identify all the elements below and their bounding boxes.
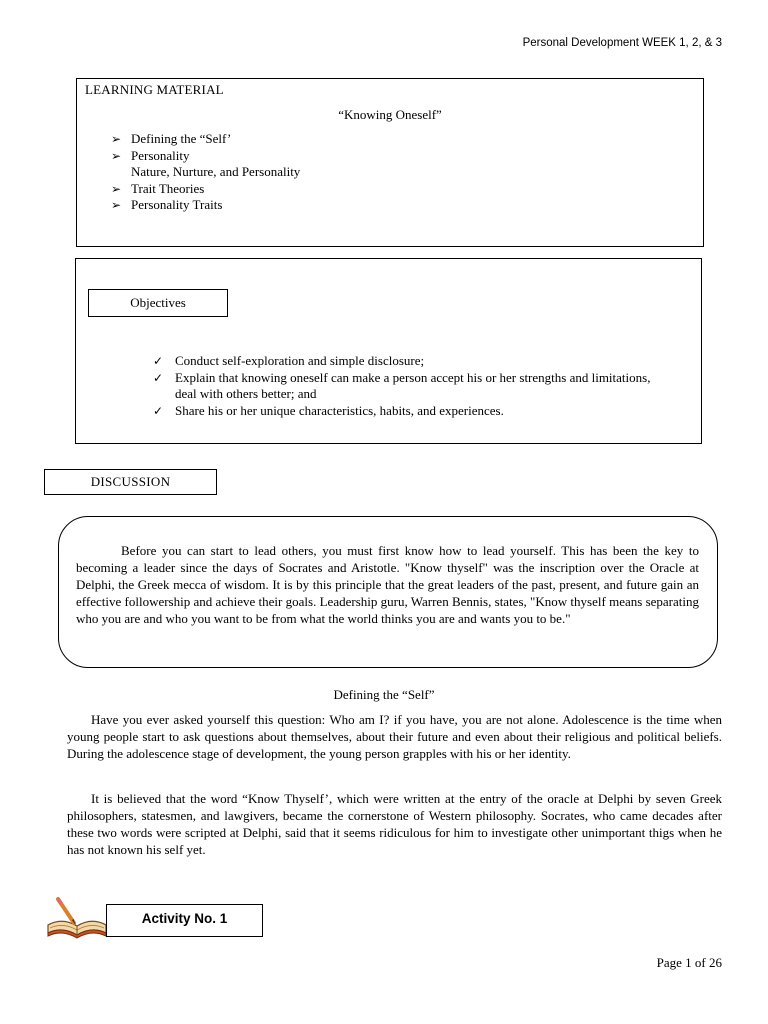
body-paragraph: It is believed that the word “Know Thyself’, which were written at the entry of the oracle at Delphi by seven Greek philosophers, statesmen, and lawgivers, became the cornerstone of Western philosophy. Socrates, who came decades after these two words were scripted at Delphi, said that it seems ridiculous for him to investigate other unimportant thigs when he has not known his self yet. bbox=[67, 791, 722, 857]
intro-callout-box bbox=[58, 516, 718, 668]
body-paragraph: Have you ever asked yourself this question: Who am I? if you have, you are not alone. Adolescence is the time when young people start to ask questions about themselves, about their future and even about their religious and political beliefs. During the adolescence stage of development, the young person grapples with his or her identity. bbox=[67, 712, 722, 761]
header-doc-title: Personal Development WEEK 1, 2, & 3 bbox=[522, 37, 722, 49]
checkmark-icon: ✓ bbox=[153, 370, 164, 385]
book-pencil-icon bbox=[46, 895, 108, 939]
lesson-title: “Knowing Oneself” bbox=[338, 107, 442, 122]
topic-item: ➢ Personality bbox=[111, 147, 190, 163]
discussion-label: DISCUSSION bbox=[44, 469, 217, 495]
objective-item: ✓ Share his or her unique characteristics, habits, and experiences. bbox=[153, 402, 504, 418]
intro-paragraph: Before you can start to lead others, you must first know how to lead yourself. This has been the key to becoming a leader since the days of Socrates and Aristotle. "Know thyself" was the inscription over the Oracle at Delphi, the Greek mecca of wisdom. It is by this principle that the great leaders of the past, present, and future gain an effective followership and achieve their goals. Leadership guru, Warren Bennis, states, "Know thyself means separating who you are and who you want to be from what the world thinks you are and wants you to be." bbox=[76, 543, 699, 626]
topic-item: ➢ Defining the “Self’ bbox=[111, 131, 232, 146]
topic-item: ➢ Personality Traits bbox=[111, 197, 223, 212]
learning-material-label: LEARNING MATERIAL bbox=[85, 82, 224, 97]
section-heading: Defining the “Self” bbox=[333, 687, 435, 702]
checkmark-icon: ✓ bbox=[153, 403, 164, 418]
objectives-box bbox=[75, 258, 702, 444]
arrow-bullet-icon: ➢ bbox=[111, 132, 122, 146]
objectives-list bbox=[151, 353, 671, 419]
topic-item: ➢ Trait Theories bbox=[111, 180, 205, 196]
learning-material-box bbox=[76, 78, 704, 247]
topic-list bbox=[111, 131, 300, 214]
objective-item: ✓ Conduct self-exploration and simple disclosure; bbox=[153, 353, 425, 368]
topic-item: Nature, Nurture, and Personality bbox=[131, 164, 301, 179]
activity-label: Activity No. 1 bbox=[106, 904, 263, 937]
arrow-bullet-icon: ➢ bbox=[111, 181, 122, 196]
page-number: Page 1 of 26 bbox=[656, 955, 722, 970]
checkmark-icon: ✓ bbox=[153, 354, 164, 368]
objectives-label: Objectives bbox=[88, 289, 228, 317]
arrow-bullet-icon: ➢ bbox=[111, 198, 122, 212]
arrow-bullet-icon: ➢ bbox=[111, 148, 122, 163]
objective-item: ✓ Explain that knowing oneself can make a person accept his or her strengths and limitations, deal with others better; and bbox=[153, 369, 651, 401]
